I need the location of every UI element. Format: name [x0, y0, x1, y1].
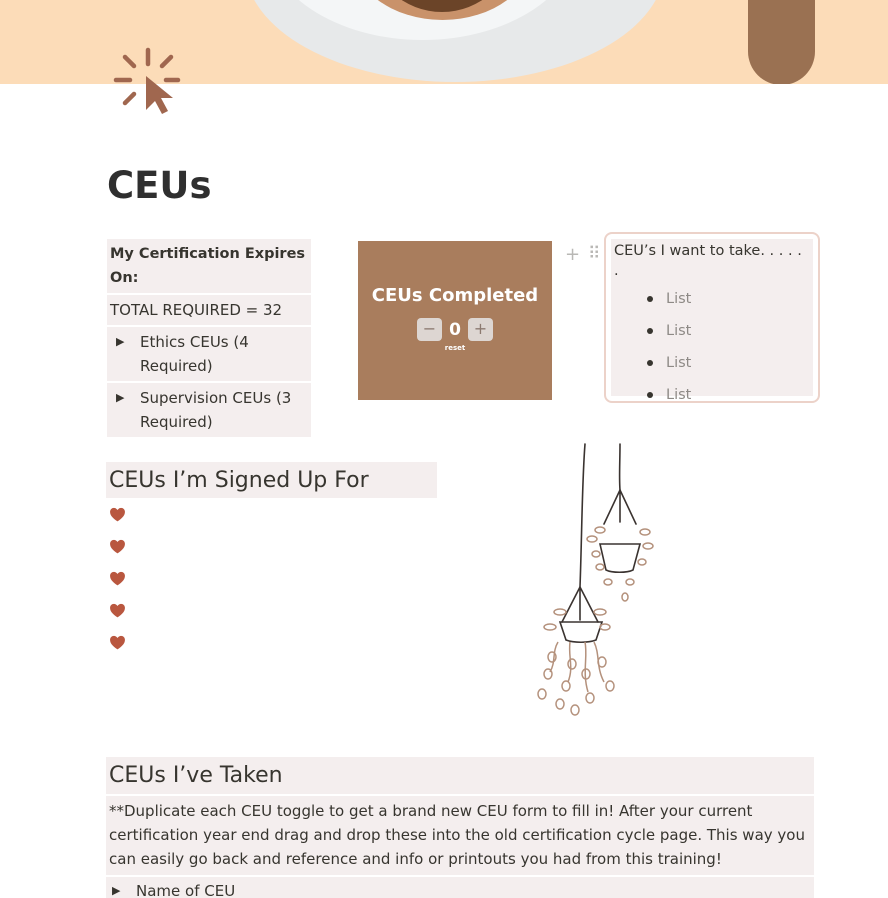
- heart-icon[interactable]: [109, 538, 126, 555]
- spoon: [748, 0, 815, 84]
- want-to-take-callout: [604, 232, 820, 403]
- ceu-toggle[interactable]: [106, 877, 814, 898]
- list-item[interactable]: List: [614, 347, 810, 379]
- heart-icon[interactable]: [109, 602, 126, 619]
- callout-body: [611, 239, 813, 403]
- page-title: CEUs: [107, 164, 212, 207]
- toggle-label: Ethics CEUs (4 Required): [140, 333, 249, 375]
- taken-instructions[interactable]: **Duplicate each CEU toggle to get a brand new CEU form to fill in! After your current certification year end drag and drop these into the old certification cycle page. This way you can easily go back and reference and info or printouts you had from this training!: [106, 796, 814, 875]
- callout-heading[interactable]: CEU’s I want to take. . . . . .: [614, 243, 802, 279]
- toggle-triangle-icon[interactable]: ▶: [116, 335, 125, 348]
- ceus-taken-section: [106, 757, 814, 898]
- click-cursor-icon[interactable]: [112, 46, 184, 118]
- add-block-icon[interactable]: +: [565, 244, 581, 265]
- increment-button[interactable]: +: [468, 318, 493, 341]
- counter-value: 0: [449, 319, 461, 340]
- supervision-toggle[interactable]: [107, 383, 311, 437]
- taken-heading[interactable]: CEUs I’ve Taken: [106, 757, 814, 794]
- signed-up-list: [109, 506, 126, 666]
- toggle-label: Name of CEU: [136, 882, 236, 898]
- list-item[interactable]: List: [614, 283, 810, 315]
- ceu-counter-widget: [358, 241, 552, 400]
- signed-up-heading[interactable]: CEUs I’m Signed Up For: [106, 462, 437, 498]
- heart-icon[interactable]: [109, 506, 126, 523]
- ethics-toggle[interactable]: [107, 327, 311, 381]
- counter-title: CEUs Completed: [371, 285, 539, 306]
- list-item[interactable]: List: [614, 379, 810, 411]
- reset-button[interactable]: reset: [444, 344, 466, 352]
- counter-controls: [358, 318, 552, 341]
- heart-icon[interactable]: [109, 570, 126, 587]
- total-required[interactable]: TOTAL REQUIRED = 32: [107, 295, 311, 325]
- toggle-label: Supervision CEUs (3 Required): [140, 389, 292, 431]
- hanging-plant-illustration: [530, 442, 660, 722]
- decrement-button[interactable]: −: [417, 318, 442, 341]
- list-item[interactable]: List: [614, 315, 810, 347]
- want-to-take-list: [614, 283, 810, 411]
- drag-handle-icon[interactable]: ⠿: [588, 244, 599, 264]
- certification-column: [107, 239, 311, 439]
- heart-icon[interactable]: [109, 634, 126, 651]
- toggle-triangle-icon[interactable]: ▶: [116, 391, 125, 404]
- toggle-triangle-icon[interactable]: ▶: [112, 884, 121, 897]
- expires-label[interactable]: My Certification Expires On:: [107, 239, 311, 293]
